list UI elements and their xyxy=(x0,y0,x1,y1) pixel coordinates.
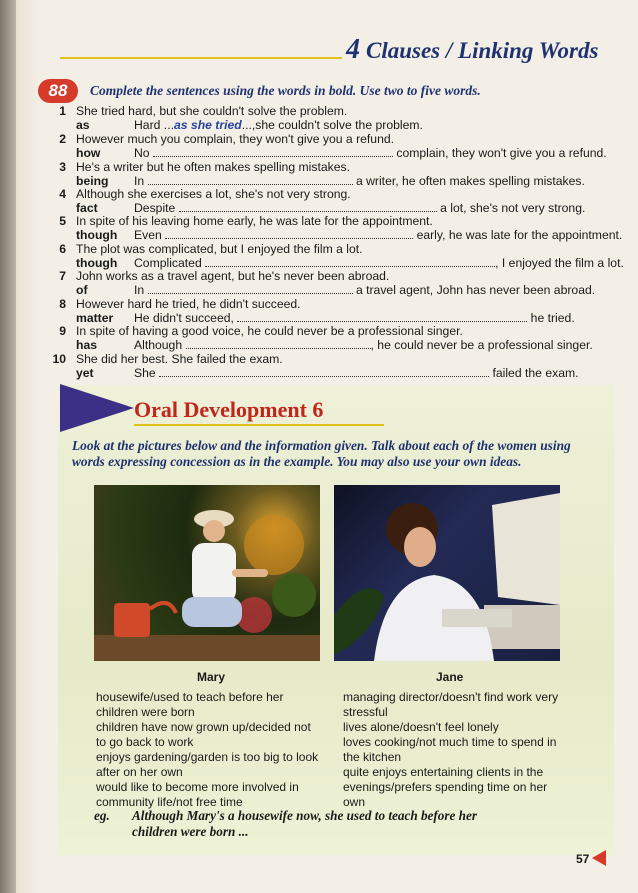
item-number: 8 xyxy=(59,297,66,311)
item-sentence: He's a writer but he often makes spelling mistakes. xyxy=(76,160,350,174)
item-end: he tried. xyxy=(530,311,575,325)
blank-dotted-line[interactable] xyxy=(148,283,353,294)
chapter-rule xyxy=(60,57,342,59)
page-binding-shadow xyxy=(0,0,16,893)
photo-mary-gardening xyxy=(94,485,320,661)
item-keyword: of xyxy=(76,283,88,297)
item-number: 2 xyxy=(59,132,66,146)
info-line: children were born xyxy=(96,705,195,719)
item-end: a writer, he often makes spelling mistakes. xyxy=(355,174,585,188)
item-number: 1 xyxy=(59,104,66,118)
item-keyword: being xyxy=(76,174,109,188)
caption-mary: Mary xyxy=(197,670,226,684)
item-answer-line xyxy=(134,311,575,325)
item-sentence: In spite of having a good voice, he could never be a professional singer. xyxy=(76,324,463,338)
item-end: ...,she couldn't solve the problem. xyxy=(241,118,423,132)
item-start: Hard ... xyxy=(134,118,174,132)
blank-dotted-line[interactable] xyxy=(179,201,437,212)
example-label: eg. xyxy=(94,808,110,823)
info-line: quite enjoys entertaining clients in the xyxy=(343,765,544,779)
item-keyword: has xyxy=(76,338,98,352)
handwritten-answer: as she tried xyxy=(173,118,242,132)
item-keyword: how xyxy=(76,146,101,160)
item-end: , I enjoyed the film a lot. xyxy=(495,256,624,270)
item-end: , he could never be a professional singer. xyxy=(370,338,593,352)
item-answer-line xyxy=(134,366,579,380)
item-start: Although xyxy=(134,338,183,352)
section-title: Oral Development 6 xyxy=(134,397,324,422)
info-line: evenings/prefers spending time on her xyxy=(343,780,548,794)
blank-dotted-line[interactable] xyxy=(148,174,353,185)
item-end: early, he was late for the appointment. xyxy=(416,228,623,242)
item-start: She xyxy=(134,366,156,380)
item-sentence: She did her best. She failed the exam. xyxy=(76,352,283,366)
item-end: a travel agent, John has never been abroad. xyxy=(355,283,596,297)
item-keyword: yet xyxy=(76,366,94,380)
item-answer-line xyxy=(134,283,595,297)
jane-info-list xyxy=(343,690,568,810)
item-answer-line xyxy=(134,256,624,270)
item-number: 5 xyxy=(59,214,66,228)
photo-jane-office xyxy=(334,485,560,661)
chapter-title: Clauses / Linking Words xyxy=(366,38,599,63)
item-number: 9 xyxy=(59,324,66,338)
page-number: 57 xyxy=(576,852,590,866)
item-keyword: though xyxy=(76,228,118,242)
item-sentence: The plot was complicated, but I enjoyed the film a lot. xyxy=(76,242,363,256)
item-answer-line xyxy=(134,228,622,242)
blank-dotted-line[interactable] xyxy=(165,228,413,239)
item-start: No xyxy=(134,146,150,160)
item-start: Complicated xyxy=(134,256,202,270)
caption-jane: Jane xyxy=(436,670,464,684)
info-line: own xyxy=(343,795,366,809)
item-end: a lot, she's not very strong. xyxy=(440,201,586,215)
example-line-1: Although Mary's a housewife now, she used to teach before her xyxy=(132,808,477,823)
info-line: the kitchen xyxy=(343,750,402,764)
item-sentence: However much you complain, they won't give you a refund. xyxy=(76,132,395,146)
chapter-heading xyxy=(346,34,598,66)
info-line: to go back to work xyxy=(96,735,194,749)
info-line: children have now grown up/decided not xyxy=(96,720,311,734)
blank-dotted-line[interactable] xyxy=(237,311,527,322)
item-answer-line xyxy=(134,201,585,215)
item-number: 6 xyxy=(59,242,66,256)
section-instruction: Look at the pictures below and the information given. Talk about each of the women using words expressing concession as in the example. You may also use your own ideas. xyxy=(72,438,571,469)
item-end: complain, they won't give you a refund. xyxy=(396,146,607,160)
example-line-2: children were born ... xyxy=(132,824,249,839)
blank-dotted-line[interactable] xyxy=(153,146,393,157)
item-end: failed the exam. xyxy=(492,366,579,380)
item-start: Despite xyxy=(134,201,176,215)
item-sentence: She tried hard, but she couldn't solve the problem. xyxy=(76,104,348,118)
item-answer-line xyxy=(134,146,607,160)
office-illustration xyxy=(334,485,560,661)
section-rule xyxy=(134,424,384,426)
exercise-number-badge: 88 xyxy=(38,79,78,103)
section-arrow-icon xyxy=(60,384,134,432)
item-start: In xyxy=(134,283,145,297)
blank-dotted-line[interactable] xyxy=(186,338,371,349)
item-sentence: However hard he tried, he didn't succeed. xyxy=(76,297,301,311)
info-line: after on her own xyxy=(96,765,183,779)
item-number: 4 xyxy=(59,187,66,201)
item-keyword: matter xyxy=(76,311,114,325)
info-line: would like to become more involved in xyxy=(96,780,299,794)
info-line: lives alone/doesn't feel lonely xyxy=(343,720,499,734)
info-line: enjoys gardening/garden is too big to look xyxy=(96,750,319,764)
blank-dotted-line[interactable] xyxy=(159,366,489,377)
info-line: managing director/doesn't find work very xyxy=(343,690,559,704)
item-keyword: fact xyxy=(76,201,98,215)
item-start: In xyxy=(134,174,145,188)
page-arrow-icon xyxy=(592,850,606,866)
item-answer-line xyxy=(134,118,423,132)
exercise-instruction: Complete the sentences using the words in bold. Use two to five words. xyxy=(90,83,481,98)
item-number: 3 xyxy=(59,160,66,174)
item-start: Even xyxy=(134,228,162,242)
blank-dotted-line[interactable] xyxy=(205,256,495,267)
info-line: loves cooking/not much time to spend in xyxy=(343,735,557,749)
gardening-illustration xyxy=(94,485,320,661)
item-keyword: as xyxy=(76,118,90,132)
item-sentence: In spite of his leaving home early, he was late for the appointment. xyxy=(76,214,433,228)
info-line: stressful xyxy=(343,705,388,719)
item-start: He didn't succeed, xyxy=(134,311,234,325)
item-number: 10 xyxy=(52,352,66,366)
mary-info-list xyxy=(96,690,321,810)
item-sentence: John works as a travel agent, but he's never been abroad. xyxy=(76,269,390,283)
item-answer-line xyxy=(134,174,585,188)
chapter-number: 4 xyxy=(346,34,360,65)
info-line: housewife/used to teach before her xyxy=(96,690,284,704)
item-keyword: though xyxy=(76,256,118,270)
item-number: 7 xyxy=(59,269,66,283)
info-line: community life/not free time xyxy=(96,795,243,809)
item-answer-line xyxy=(134,338,593,352)
item-sentence: Although she exercises a lot, she's not very strong. xyxy=(76,187,351,201)
